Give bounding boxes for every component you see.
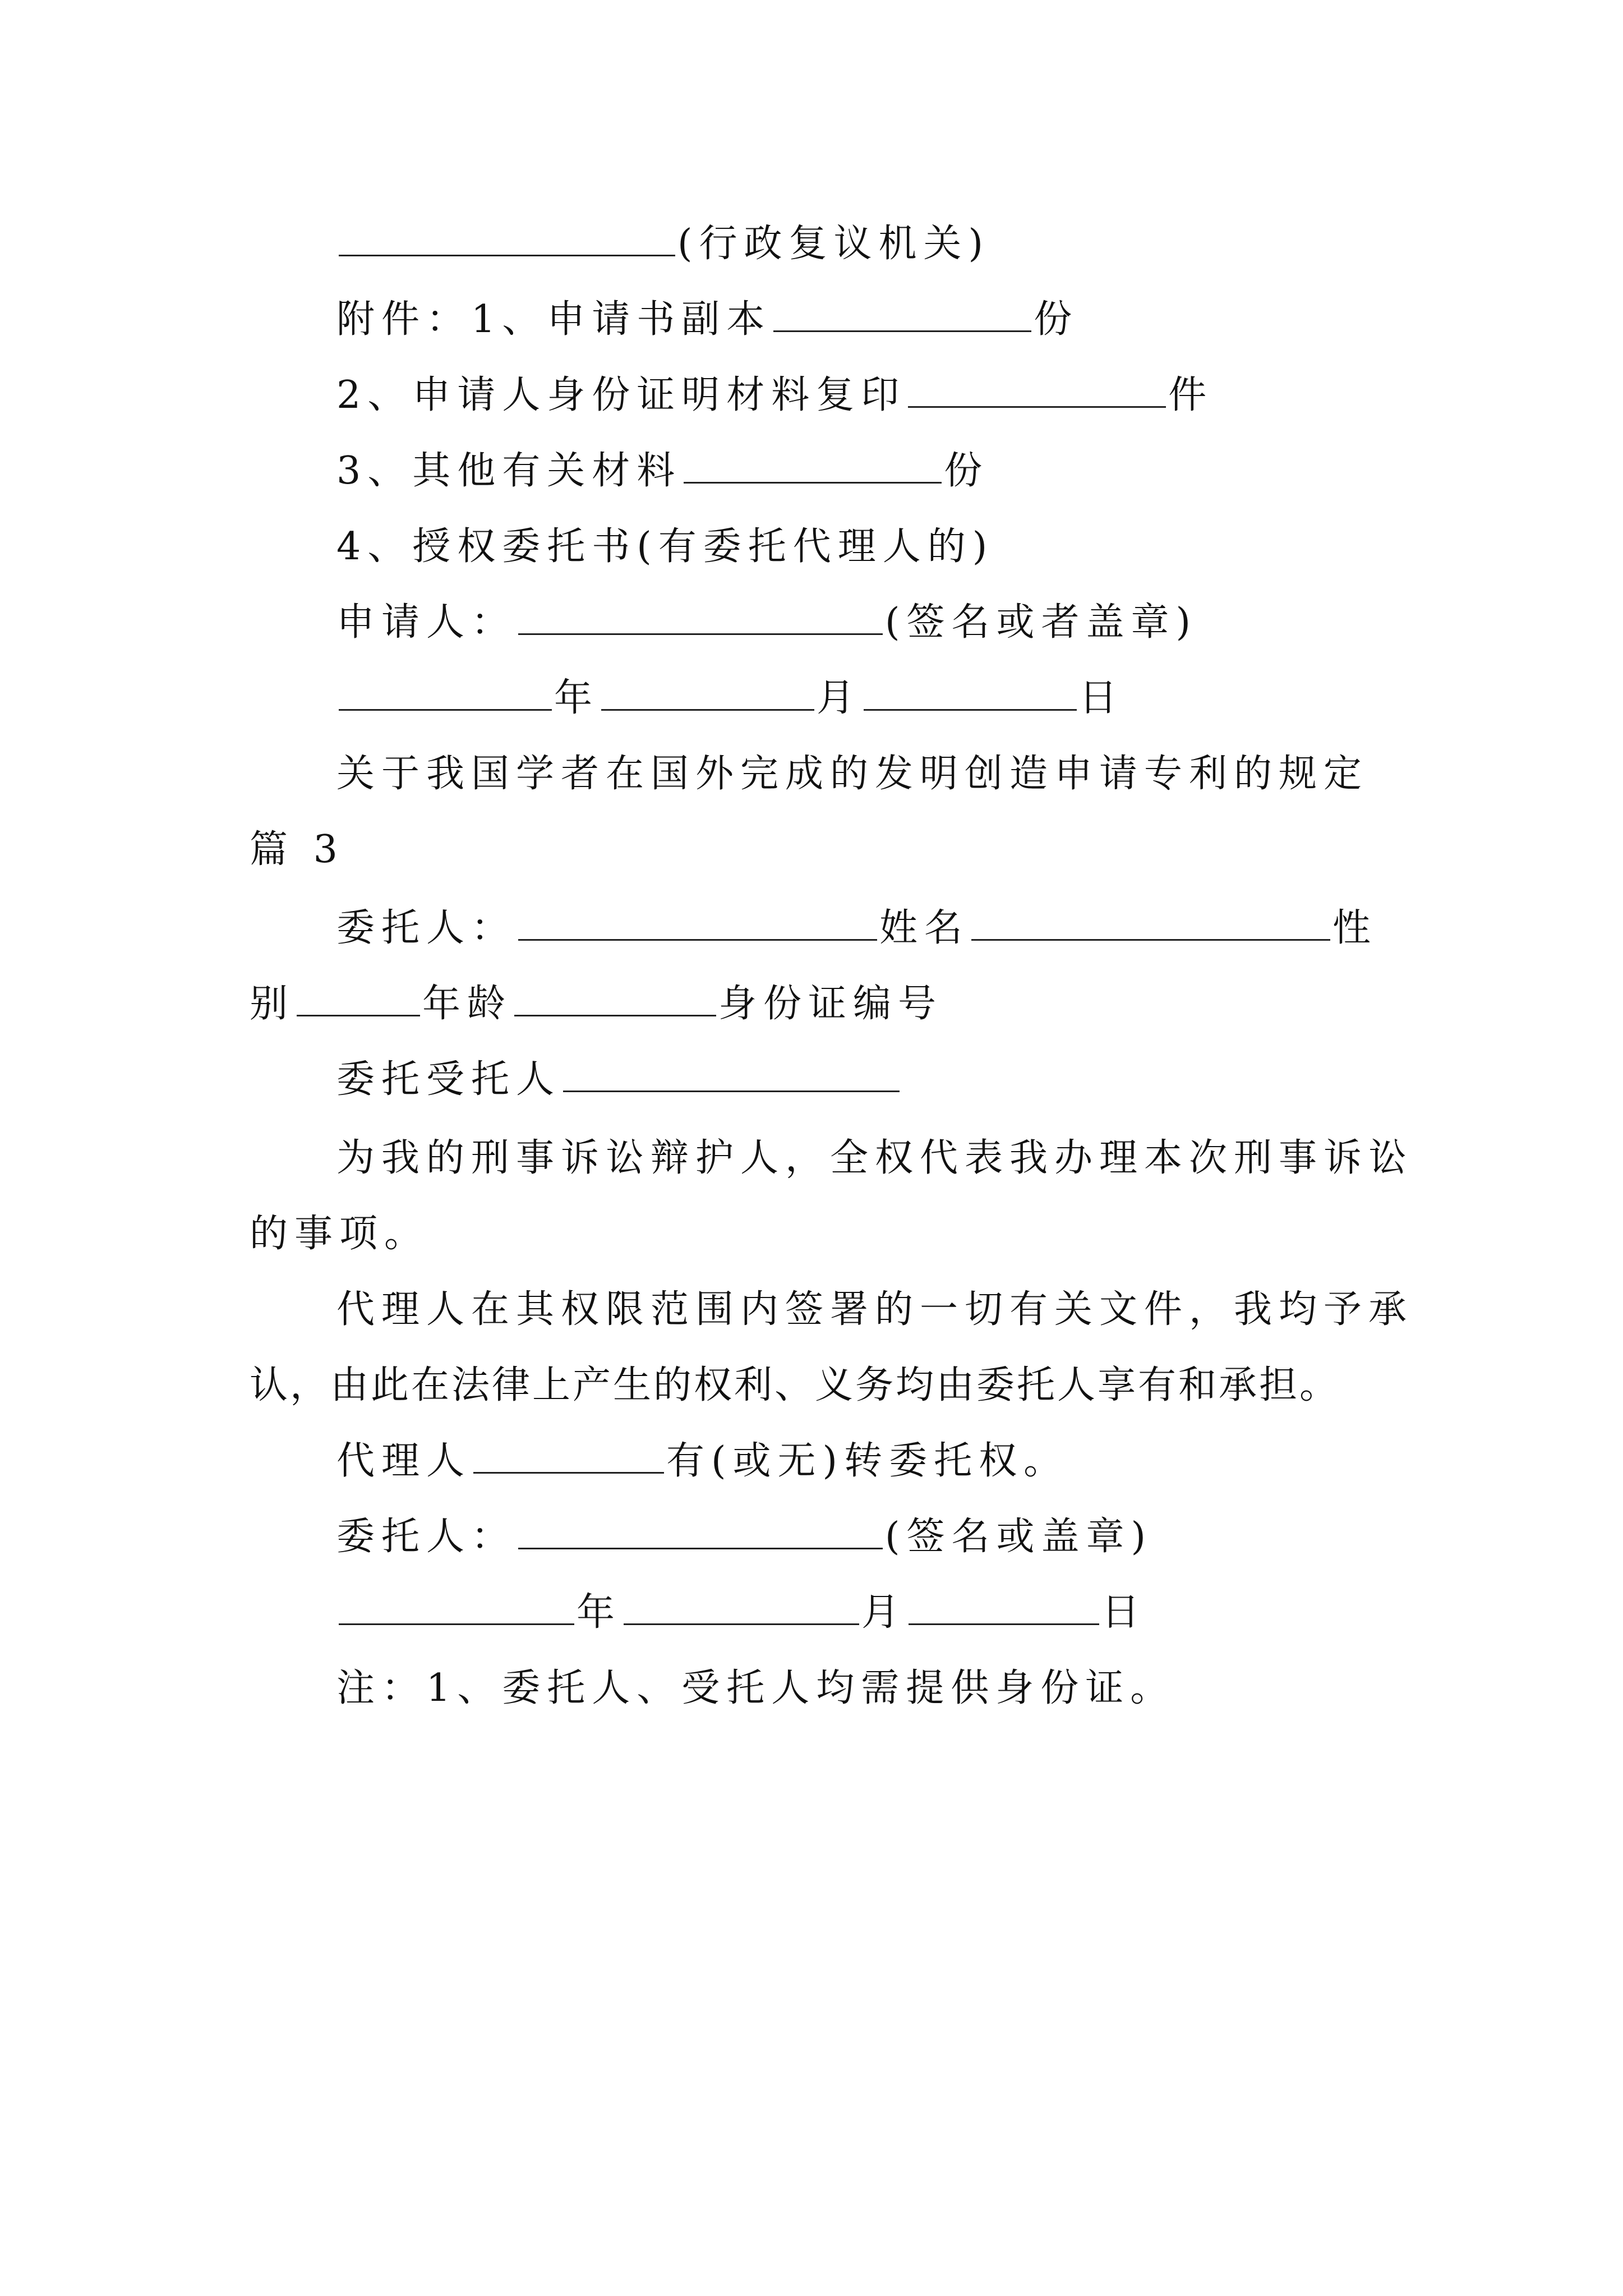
line-attachment-3 (336, 446, 989, 496)
line-heading (336, 749, 1368, 799)
blank-field (473, 1436, 664, 1474)
text: 关于我国学者在国外完成的发明创造申请专利的规定 (336, 752, 1369, 796)
blank-field (339, 1588, 574, 1625)
text: 篇 3 (250, 827, 344, 872)
blank-field (909, 1588, 1099, 1625)
line-gender-age (250, 979, 943, 1029)
blank-field (514, 979, 716, 1016)
blank-field (864, 673, 1077, 711)
text: 日 (1101, 1590, 1147, 1635)
blank-field (684, 446, 942, 484)
text: 代理人在其权限范围内签署的一切有关文件，我均予承 (336, 1287, 1414, 1332)
text: 年龄 (422, 982, 513, 1026)
text: 的事项。 (250, 1212, 430, 1256)
text: 年 (554, 676, 600, 720)
text: 4、授权委托书(有委托代理人的) (336, 524, 994, 569)
text: (行政复议机关) (677, 222, 990, 266)
text: 委托人： (336, 906, 517, 950)
text: 代理人 (336, 1439, 472, 1483)
line-principal (336, 903, 1377, 954)
blank-field (908, 370, 1166, 408)
line-agent (336, 1436, 1068, 1487)
text: 申请人： (336, 600, 517, 645)
blank-field (624, 1588, 859, 1625)
line-applicant (336, 597, 1197, 648)
text: 为我的刑事诉讼辩护人，全权代表我办理本次刑事诉讼 (336, 1136, 1414, 1180)
text: 2、申请人身份证明材料复印 (336, 373, 906, 417)
text: 姓名 (879, 906, 970, 950)
line-paragraph-2b (250, 1360, 1340, 1411)
text: 日 (1079, 676, 1124, 720)
text: 年 (577, 1590, 622, 1635)
text: 身份证编号 (718, 982, 943, 1026)
text: 份 (1034, 297, 1079, 342)
text: (签名或者盖章) (885, 600, 1198, 645)
blank-field (297, 979, 420, 1016)
line-date-2 (336, 1588, 1146, 1638)
text: 月 (861, 1590, 907, 1635)
text: 委托受托人 (336, 1057, 561, 1102)
blank-field (518, 597, 883, 635)
text: 委托人： (336, 1515, 517, 1559)
text: 份 (944, 449, 989, 493)
text: 月 (817, 676, 862, 720)
line-heading-cont (250, 825, 344, 875)
text: 附件：1、申请书副本 (336, 297, 772, 342)
blank-field (563, 1055, 900, 1092)
blank-field (601, 673, 814, 711)
line-attachment-4 (336, 522, 994, 572)
line-paragraph-2a (336, 1285, 1413, 1335)
blank-field (971, 903, 1330, 941)
line-paragraph-1b (250, 1209, 429, 1259)
blank-field (339, 219, 675, 256)
text: 有(或无)转委托权。 (666, 1439, 1069, 1483)
line-paragraph-1a (336, 1133, 1413, 1184)
text: 件 (1168, 373, 1214, 417)
blank-field (518, 1512, 883, 1549)
text: (签名或盖章) (885, 1515, 1153, 1559)
text: 性 (1332, 906, 1378, 950)
line-review-authority (336, 219, 990, 269)
line-note (336, 1663, 1175, 1714)
blank-field (339, 673, 552, 711)
line-principal-signature (336, 1512, 1152, 1562)
text: 别 (250, 982, 295, 1026)
line-trustee (336, 1055, 902, 1105)
line-date-1 (336, 673, 1124, 724)
text: 注：1、委托人、受托人均需提供身份证。 (336, 1666, 1175, 1710)
blank-field (518, 903, 877, 941)
text: 认，由此在法律上产生的权利、义务均由委托人享有和承担。 (250, 1363, 1340, 1407)
line-attachment-2 (336, 370, 1213, 421)
line-attachment-1 (336, 295, 1078, 345)
blank-field (773, 295, 1031, 332)
text: 3、其他有关材料 (336, 449, 682, 493)
